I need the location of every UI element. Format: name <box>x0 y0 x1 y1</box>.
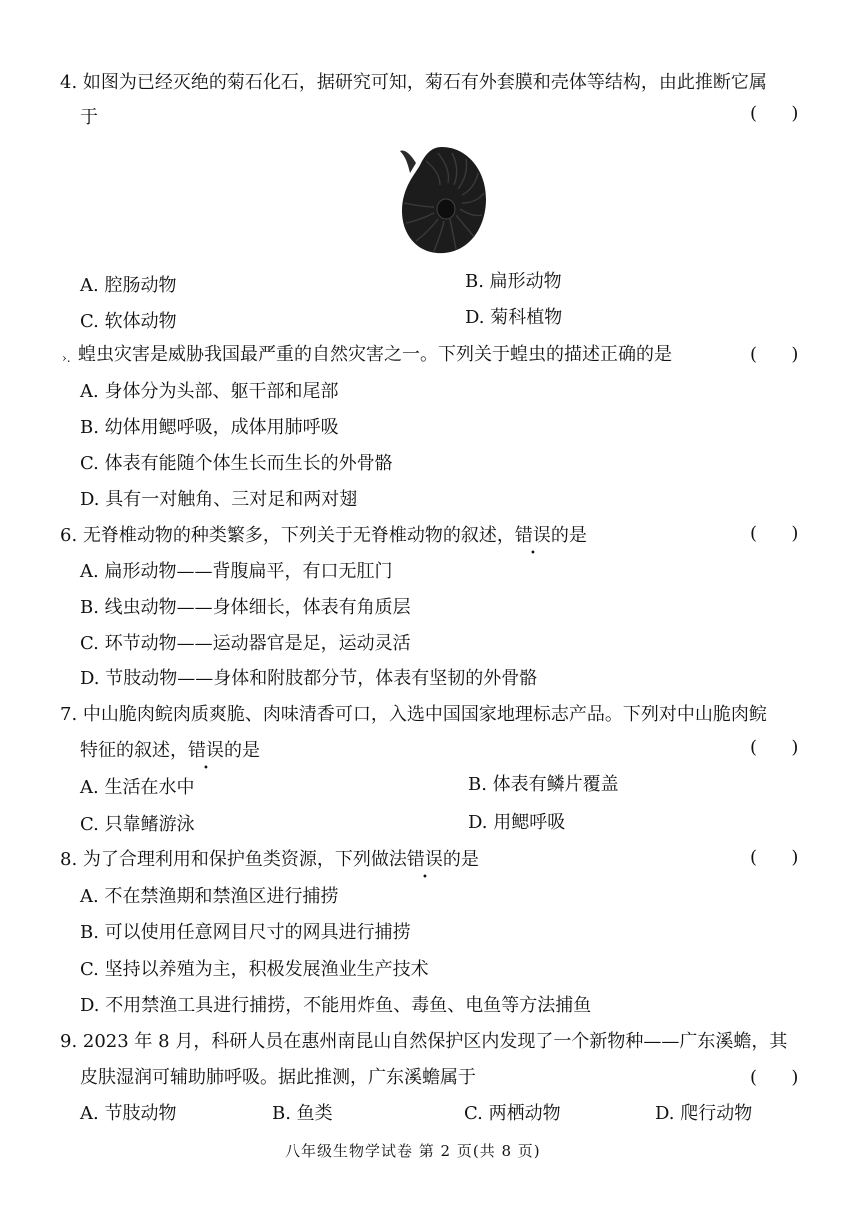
q6-option-b: B. 线虫动物——身体细长，体表有角质层 <box>80 597 411 618</box>
ammonite-fossil-image <box>396 143 488 255</box>
q9-option-a: A. 节肢动物 <box>80 1103 177 1124</box>
q4-stem-line2: 于 <box>80 107 98 128</box>
q7-option-b: B. 体表有鳞片覆盖 <box>468 774 619 795</box>
q7-stem-line1: 7. 中山脆肉鲩肉质爽脆、肉味清香可口，入选中国国家地理标志产品。下列对中山脆肉鲩 <box>60 704 767 725</box>
q9-stem-line1: 9. 2023 年 8 月，科研人员在惠州南昆山自然保护区内发现了一个新物种——广东溪蟾，其 <box>60 1031 788 1052</box>
q6-answer-blank: ( ) <box>750 523 799 544</box>
q6-stem-pre: 6. 无脊椎动物的种类繁多，下列关于无脊椎动物的叙述， <box>60 525 515 546</box>
q5-number-mark: ›. <box>62 351 71 365</box>
page-footer: 八年级生物学试卷 第 2 页(共 8 页) <box>285 1142 541 1160</box>
q4-option-c: C. 软体动物 <box>80 311 177 332</box>
q6-stem-post: 的是 <box>550 525 587 546</box>
q8-answer-blank: ( ) <box>750 847 799 868</box>
q5-option-b: B. 幼体用鳃呼吸，成体用肺呼吸 <box>80 417 339 438</box>
q7-option-a: A. 生活在水中 <box>80 777 195 798</box>
q5-option-d: D. 具有一对触角、三对足和两对翅 <box>80 489 358 510</box>
q9-option-b: B. 鱼类 <box>272 1103 333 1124</box>
q4-option-a: A. 腔肠动物 <box>80 275 177 296</box>
q8-option-d: D. 不用禁渔工具进行捕捞，不能用炸鱼、毒鱼、电鱼等方法捕鱼 <box>80 995 592 1016</box>
q8-option-b: B. 可以使用任意网目尺寸的网具进行捕捞 <box>80 922 411 943</box>
q9-stem-line2: 皮肤湿润可辅助肺呼吸。据此推测，广东溪蟾属于 <box>80 1067 476 1088</box>
q7-stem-pre: 特征的叙述， <box>80 740 188 761</box>
q6-option-a: A. 扁形动物——背腹扁平，有口无肛门 <box>80 561 393 582</box>
q7-option-d: D. 用鳃呼吸 <box>468 812 566 833</box>
q6-option-c: C. 环节动物——运动器官是足，运动灵活 <box>80 633 411 654</box>
q4-option-d: D. 菊科植物 <box>465 307 563 328</box>
q7-stem-line2 <box>80 739 260 763</box>
q6-stem-emphasis: 错误 <box>514 525 551 546</box>
q8-stem-post: 的是 <box>442 849 479 870</box>
q8-option-c: C. 坚持以养殖为主，积极发展渔业生产技术 <box>80 959 429 980</box>
q8-stem <box>60 848 479 872</box>
q5-option-a: A. 身体分为头部、躯干部和尾部 <box>80 381 339 402</box>
q4-answer-blank: ( ) <box>750 103 799 124</box>
q9-answer-blank: ( ) <box>750 1067 799 1088</box>
q5-answer-blank: ( ) <box>750 344 799 365</box>
q7-stem-post: 的是 <box>224 740 260 761</box>
q6-stem <box>60 524 587 548</box>
q8-stem-pre: 8. 为了合理利用和保护鱼类资源，下列做法 <box>60 849 407 870</box>
q5-stem: 蝗虫灾害是威胁我国最严重的自然灾害之一。下列关于蝗虫的描述正确的是 <box>78 344 672 365</box>
q8-stem-emphasis: 错误 <box>406 849 443 870</box>
q4-stem-line1: 4. 如图为已经灭绝的菊石化石，据研究可知，菊石有外套膜和壳体等结构，由此推断它属 <box>60 72 767 93</box>
q6-option-d: D. 节肢动物——身体和附肢都分节，体表有坚韧的外骨骼 <box>80 668 538 689</box>
q9-option-d: D. 爬行动物 <box>655 1103 753 1124</box>
q5-option-c: C. 体表有能随个体生长而生长的外骨骼 <box>80 453 393 474</box>
q7-answer-blank: ( ) <box>750 737 799 758</box>
q7-stem-emphasis: 错误 <box>188 740 224 761</box>
q8-option-a: A. 不在禁渔期和禁渔区进行捕捞 <box>80 886 339 907</box>
q7-option-c: C. 只靠鳍游泳 <box>80 814 195 835</box>
q4-option-b: B. 扁形动物 <box>465 271 562 292</box>
q9-option-c: C. 两栖动物 <box>464 1103 561 1124</box>
